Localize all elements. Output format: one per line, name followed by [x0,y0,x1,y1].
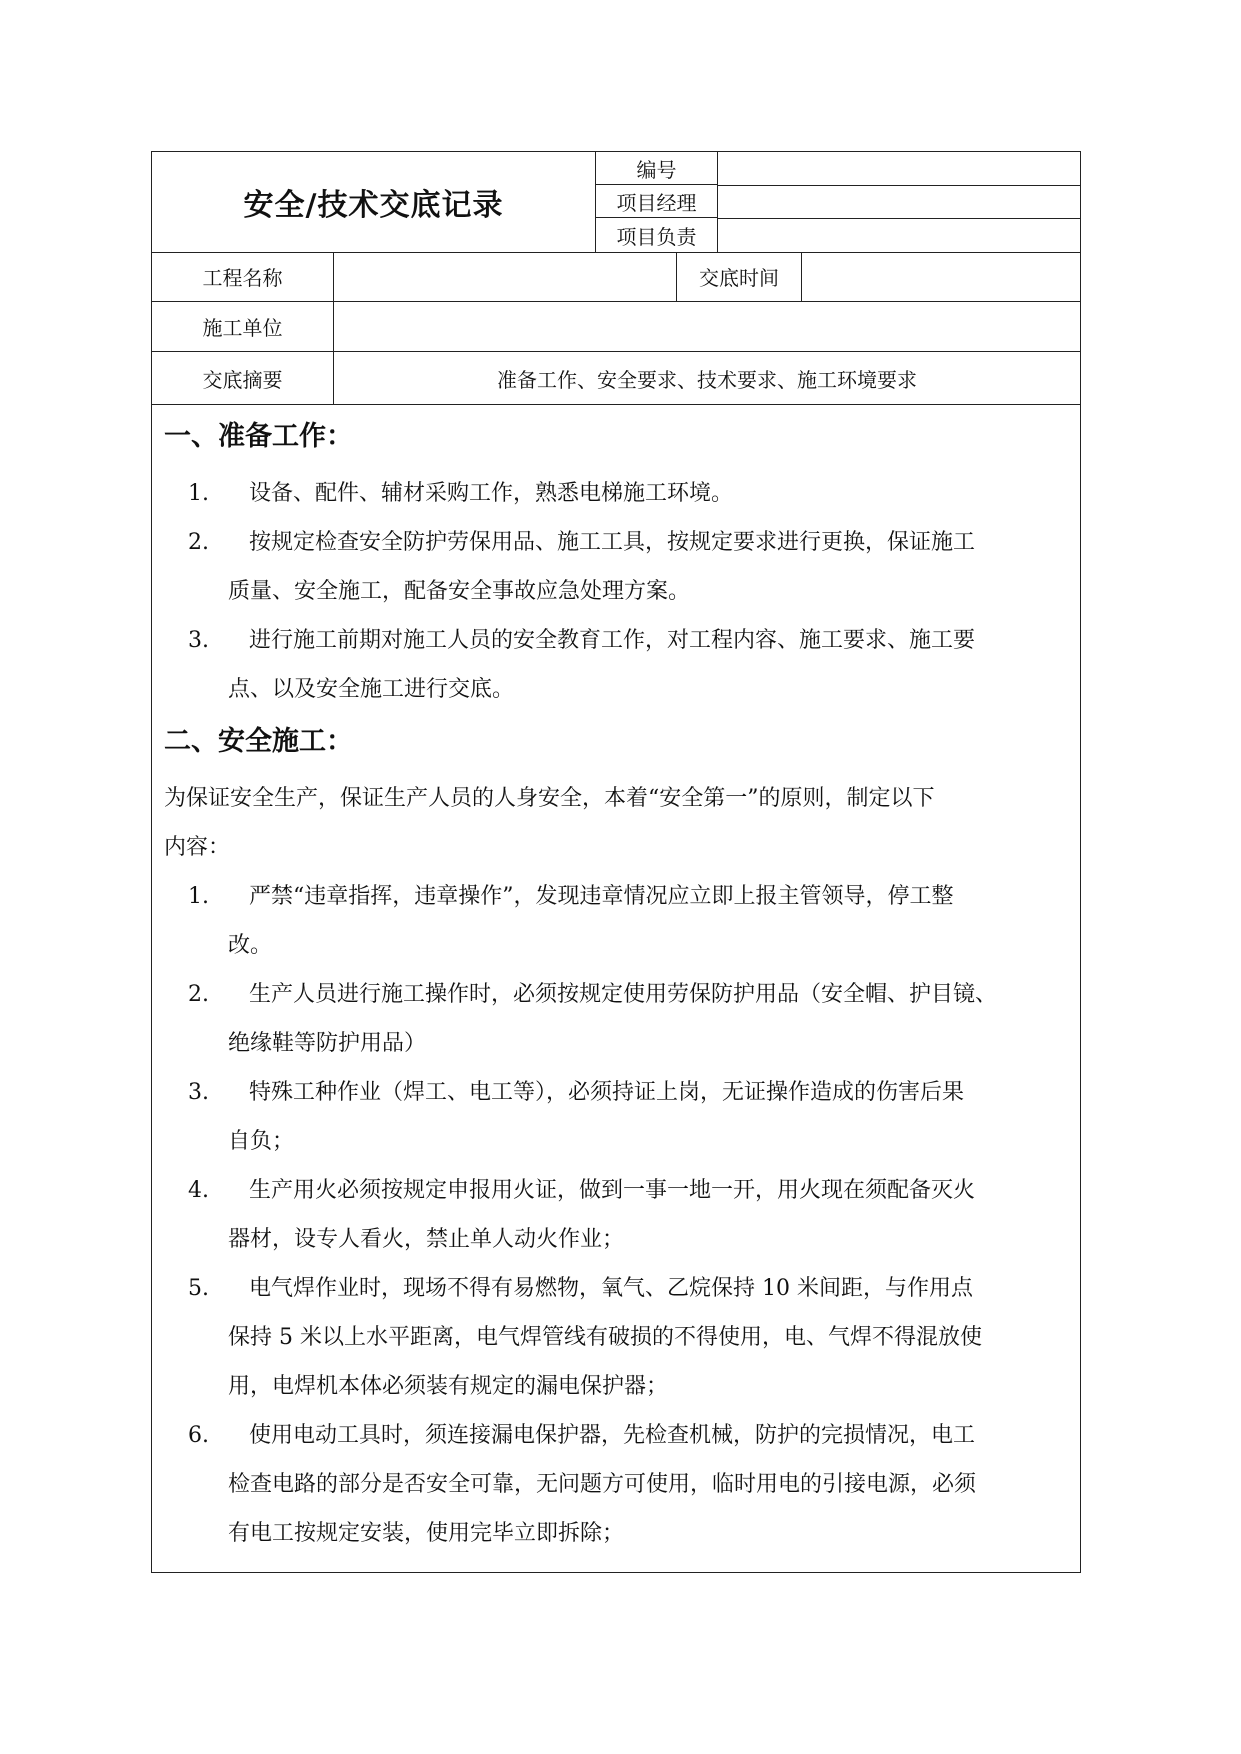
label-project-lead: 项目负责 [596,218,718,252]
list-item [164,616,1068,714]
value-construction-unit[interactable] [334,302,1080,351]
label-project-manager: 项目经理 [596,185,718,218]
item-text: 有电工按规定安装，使用完毕立即拆除； [228,1521,625,1546]
item-number: 5. [188,1276,209,1301]
item-number: 2. [188,530,209,555]
item-number: 3. [188,628,209,653]
item-text: 特殊工种作业（焊工、电工等），必须持证上岗，无证操作造成的伤害后果 [249,1080,965,1105]
item-number: 1. [188,884,209,909]
value-project-lead[interactable] [718,219,1080,252]
item-text: 自负； [228,1129,295,1154]
item-text: 进行施工前期对施工人员的安全教育工作，对工程内容、施工要求、施工要 [249,628,976,653]
intro-line: 为保证安全生产，保证生产人员的人身安全，本着“安全第一”的原则，制定以下 [164,786,935,811]
item-number: 6. [188,1423,209,1448]
list-item [164,1264,1068,1411]
item-text: 生产人员进行施工操作时，必须按规定使用劳保防护用品（安全帽、护目镜、 [249,982,998,1007]
item-text: 检查电路的部分是否安全可靠，无问题方可使用，临时用电的引接电源，必须 [228,1472,977,1497]
item-text: 点、以及安全施工进行交底。 [228,677,515,702]
item-text: 按规定检查安全防护劳保用品、施工工具，按规定要求进行更换，保证施工 [249,530,976,555]
form-title: 安全/技术交底记录 [152,152,596,252]
item-text: 绝缘鞋等防护用品） [228,1031,427,1056]
item-text: 改。 [228,933,273,958]
item-text: 生产用火必须按规定申报用火证，做到一事一地一开，用火现在须配备灭火 [249,1178,976,1203]
value-project-manager[interactable] [718,186,1080,219]
value-briefing-summary: 准备工作、安全要求、技术要求、施工环境要求 [497,367,917,392]
item-text: 保持 5 米以上水平距离，电气焊管线有破损的不得使用，电、气焊不得混放使 [228,1325,982,1350]
list-item [164,970,1068,1068]
row-briefing-summary [152,352,1080,405]
value-project-name[interactable] [334,252,677,301]
label-construction-unit: 施工单位 [152,302,334,351]
row-construction-unit [152,302,1080,352]
item-text: 设备、配件、辅材采购工作，熟悉电梯施工环境。 [249,481,734,506]
section-title-preparation: 一、准备工作： [164,421,353,452]
section-title-safety: 二、安全施工： [164,726,353,757]
item-number: 1. [188,481,209,506]
label-project-name: 工程名称 [152,252,334,301]
item-number: 4. [188,1178,209,1203]
item-text: 使用电动工具时，须连接漏电保护器，先检查机械，防护的完损情况，电工 [249,1423,976,1448]
list-item [164,872,1068,970]
item-text: 严禁“违章指挥，违章操作”，发现违章情况应立即上报主管领导，停工整 [249,884,954,909]
value-number[interactable] [718,152,1080,185]
item-text: 用，电焊机本体必须装有规定的漏电保护器； [228,1374,669,1399]
safety-record-form [151,151,1081,1573]
item-text: 器材，设专人看火，禁止单人动火作业； [228,1227,625,1252]
item-number: 2. [188,982,209,1007]
intro-line: 内容： [164,835,231,860]
list-item [164,1166,1068,1264]
item-number: 3. [188,1080,209,1105]
label-briefing-time: 交底时间 [677,252,802,301]
label-number: 编号 [596,152,718,185]
briefing-content [152,405,1080,1558]
row-project-name [152,252,1080,302]
list-item [164,1411,1068,1558]
value-briefing-time[interactable] [802,252,1080,301]
list-item [164,469,1068,518]
label-briefing-summary: 交底摘要 [152,352,334,404]
form-header [152,152,1080,253]
list-item [164,518,1068,616]
item-text: 质量、安全施工，配备安全事故应急处理方案。 [228,579,691,604]
list-item [164,1068,1068,1166]
item-text: 电气焊作业时，现场不得有易燃物，氧气、乙烷保持 10 米间距，与作用点 [249,1276,973,1301]
